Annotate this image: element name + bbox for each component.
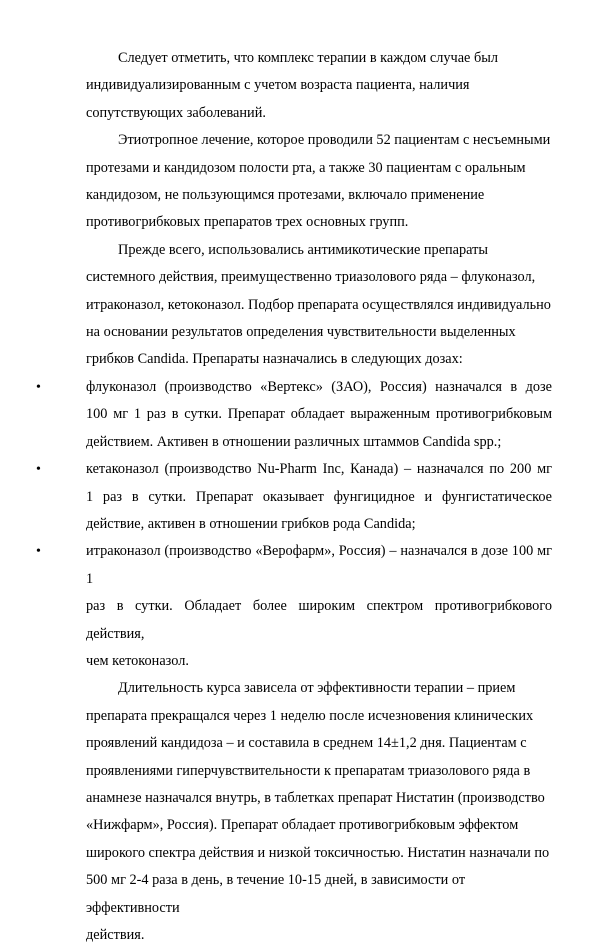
text-line: действие, активен в отношении грибков рода Candida; — [86, 515, 416, 532]
document-body — [36, 45, 552, 949]
paragraph-therapy-individualized — [86, 45, 552, 127]
text-line: проявлений кандидоза – и составила в среднем 14±1,2 дня. Пациентам с — [86, 735, 527, 752]
paragraph-etiotropic-treatment — [86, 127, 552, 237]
text-line: «Нижфарм», Россия). Препарат обладает противогрибковым эффектом — [86, 817, 519, 834]
text-line: Следует отметить, что комплекс терапии в каждом случае был — [118, 50, 498, 66]
text-line: грибков Candida. Препараты назначались в следующих дозах: — [86, 351, 463, 368]
text-line: 500 мг 2-4 раза в день, в течение 10-15 дней, в зависимости от эффективности — [86, 872, 466, 916]
text-line: 1 раз в сутки. Препарат оказывает фунгицидное и фунгистатическое — [86, 488, 552, 505]
text-line: препарата прекращался через 1 неделю после исчезновения клинических — [86, 707, 534, 724]
bullet-icon: • — [36, 379, 41, 395]
text-line: Прежде всего, использовались антимикотические препараты — [118, 241, 489, 258]
text-line: чем кетоконазол. — [86, 652, 189, 669]
text-line: действия. — [86, 927, 145, 943]
text-line: широкого спектра действия и низкой токсичностью. Нистатин назначали по — [86, 844, 550, 861]
paragraph-course-duration — [86, 675, 552, 949]
text-line: протезами и кандидозом полости рта, а также 30 пациентам с оральным — [86, 159, 526, 176]
text-line: раз в сутки. Обладает более широким спектром противогрибкового действия, — [86, 598, 552, 642]
text-line: кандидозом, не пользующимся протезами, включало применение — [86, 187, 485, 204]
text-line: на основании результатов определения чувствительности выделенных — [86, 324, 516, 341]
drug-dosage-list — [36, 374, 552, 675]
text-line: флуконазол (производство «Вертекс» (ЗАО), Россия) назначался в дозе — [86, 378, 552, 395]
bullet-icon: • — [36, 544, 41, 560]
text-line: анамнезе назначался внутрь, в таблетках препарат Нистатин (производство — [86, 789, 545, 806]
text-line: системного действия, преимущественно триазолового ряда – флуконазол, — [86, 269, 536, 286]
text-line: итраконазол, кетоконазол. Подбор препарата осуществлялся индивидуально — [86, 296, 551, 313]
text-line: действием. Активен в отношении различных штаммов Candida spp.; — [86, 433, 502, 450]
bullet-icon: • — [36, 462, 41, 478]
list-item-itraconazole — [36, 538, 552, 675]
text-line: 100 мг 1 раз в сутки. Препарат обладает выраженным противогрибковым — [86, 406, 552, 423]
text-line: итраконазол (производство «Верофарм», Россия) – назначался в дозе 100 мг 1 — [86, 543, 552, 587]
text-line: проявлениями гиперчувствительности к препаратам триазолового ряда в — [86, 762, 531, 779]
text-line: кетаконазол (производство Nu-Pharm Inc, Канада) – назначался по 200 мг — [86, 461, 552, 478]
list-item-fluconazole — [36, 374, 552, 456]
list-item-ketoconazole — [36, 456, 552, 538]
text-line: индивидуализированным с учетом возраста пациента, наличия — [86, 77, 470, 94]
text-line: противогрибковых препаратов трех основных групп. — [86, 214, 409, 231]
text-line: Длительность курса зависела от эффективности терапии – прием — [118, 680, 516, 697]
text-line: сопутствующих заболеваний. — [86, 104, 266, 121]
text-line: Этиотропное лечение, которое проводили 52 пациентам с несъемными — [118, 132, 551, 149]
paragraph-antimycotic-drugs — [86, 237, 552, 374]
